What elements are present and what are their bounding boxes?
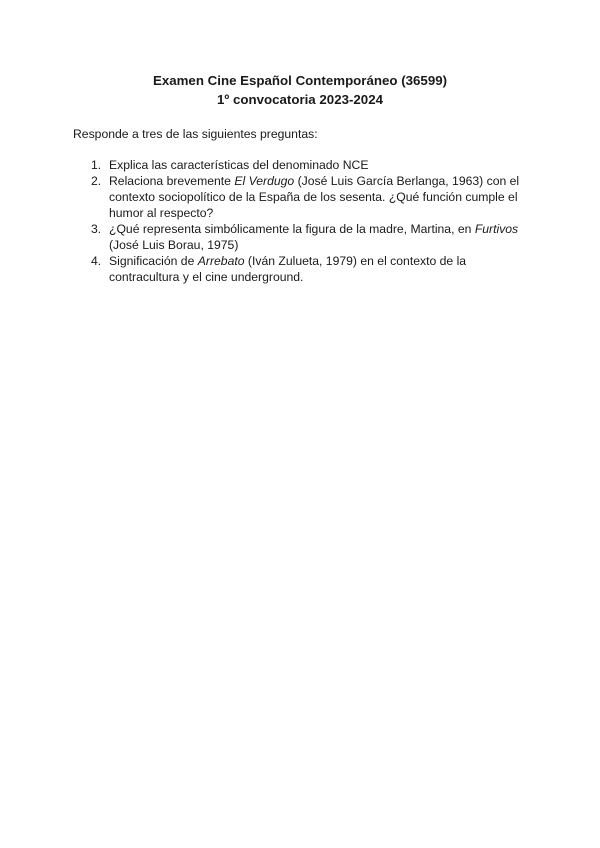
question-item xyxy=(73,221,533,253)
question-text xyxy=(109,174,519,220)
question-number: 4. xyxy=(91,254,102,268)
question-text xyxy=(109,254,466,284)
question-item xyxy=(73,173,533,221)
question-text xyxy=(109,158,368,172)
question-item xyxy=(73,157,533,173)
exam-title-line-2: 1º convocatoria 2023-2024 xyxy=(217,92,383,107)
question-text xyxy=(109,222,518,252)
question-text-segment: ¿Qué representa simbólicamente la figura de la madre, Martina, en xyxy=(109,222,475,236)
question-number: 1. xyxy=(91,158,102,172)
exam-title xyxy=(0,71,600,109)
question-text-segment: (José Luis García Berlanga, 1963) con el contexto sociopolítico de la España de los sesenta. ¿Qué función cumple el humor al respecto? xyxy=(109,174,520,220)
film-title: Furtivos xyxy=(474,222,519,236)
question-text-segment: (José Luis Borau, 1975) xyxy=(109,238,239,252)
question-number: 2. xyxy=(91,174,102,188)
question-item xyxy=(73,253,533,285)
film-title: Arrebato xyxy=(197,254,245,268)
exam-title-line-1: Examen Cine Español Contemporáneo (36599) xyxy=(152,73,448,88)
question-text-segment: (Iván Zulueta, 1979) en el contexto de la contracultura y el cine underground. xyxy=(109,254,467,284)
question-number: 3. xyxy=(91,222,102,236)
question-text-segment: Explica las características del denominado NCE xyxy=(109,158,369,172)
instructions-text: Responde a tres de las siguientes preguntas: xyxy=(73,127,318,141)
questions-list xyxy=(73,157,533,285)
film-title: El Verdugo xyxy=(234,174,295,188)
question-text-segment: Relaciona brevemente xyxy=(109,174,235,188)
question-text-segment: Significación de xyxy=(109,254,198,268)
